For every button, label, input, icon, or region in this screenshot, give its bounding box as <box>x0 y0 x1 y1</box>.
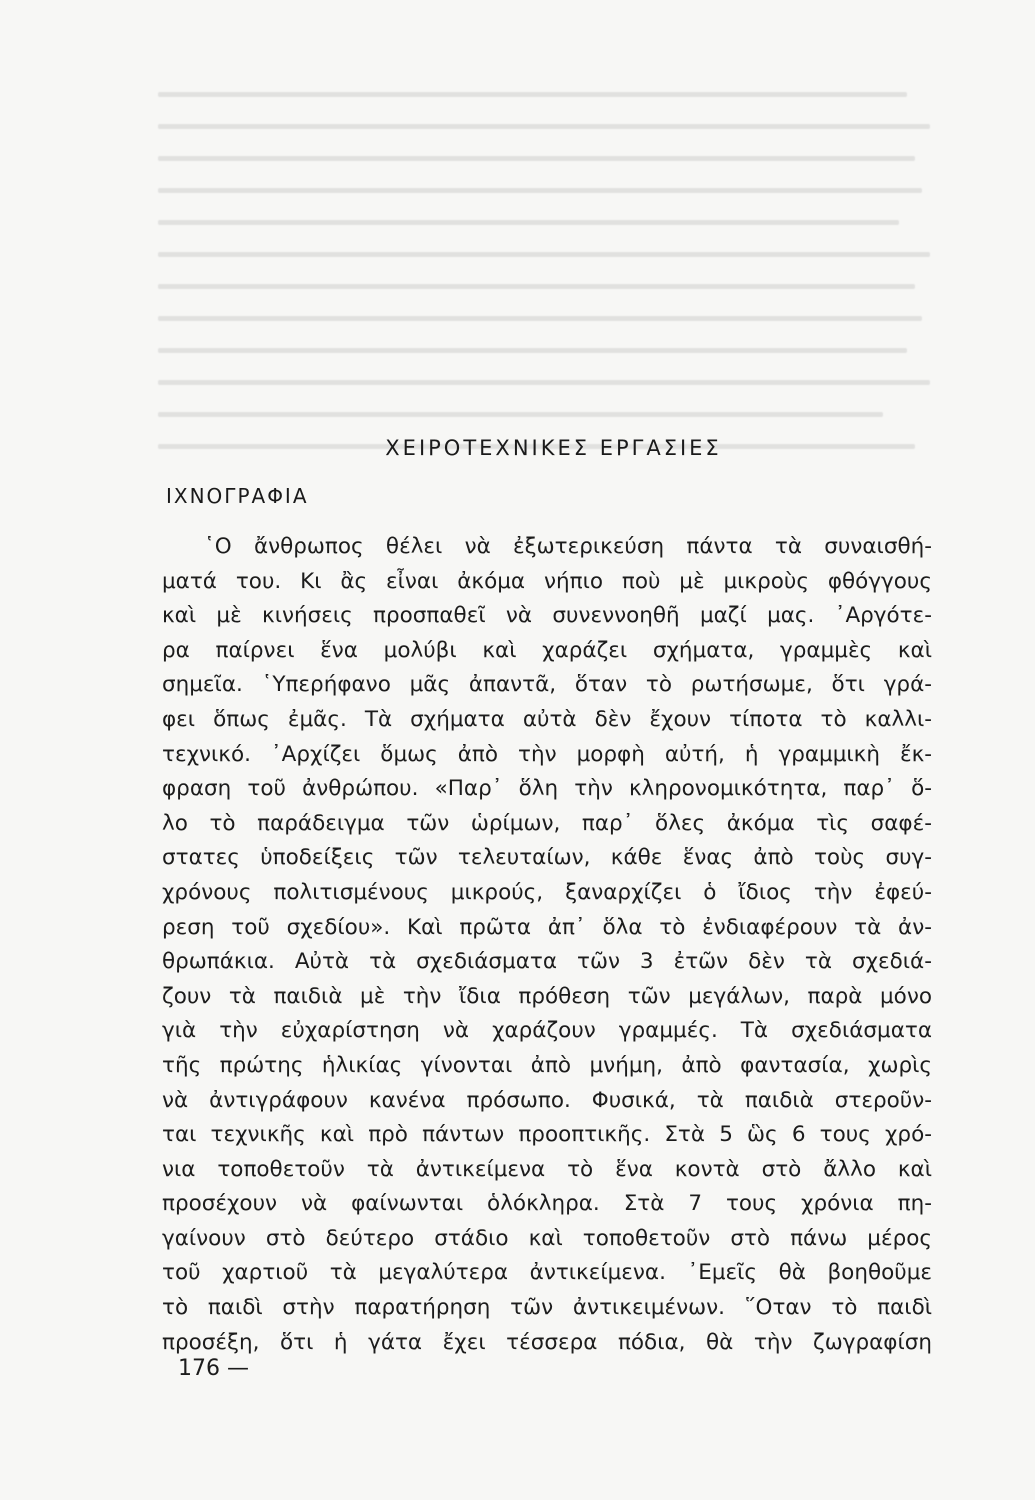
text-line: λο τὸ παράδειγμα τῶν ὡρίμων, παρ᾿ ὅλες ἀκόμα τὶς σαφέ- <box>162 810 932 836</box>
text-line: γιὰ τὴν εὐχαρίστηση νὰ χαράζουν γραμμές. Τὰ σχεδιάσματα <box>162 1018 932 1044</box>
show-through-text <box>158 92 938 482</box>
text-line: καὶ μὲ κινήσεις προσπαθεῖ νὰ συνεννοηθῆ μαζί μας. ᾿Αργότε- <box>162 603 932 629</box>
text-line: νια τοποθετοῦν τὰ ἀντικείμενα τὸ ἕνα κοντὰ στὸ ἄλλο καὶ <box>162 1156 932 1182</box>
text-line: φραση τοῦ ἀνθρώπου. «Παρ᾿ ὅλη τὴν κληρονομικότητα, παρ᾿ ὅ- <box>162 776 932 802</box>
text-line: νὰ ἀντιγράφουν κανένα πρόσωπο. Φυσικά, τὰ παιδιὰ στεροῦν- <box>162 1087 932 1113</box>
text-line: γαίνουν στὸ δεύτερο στάδιο καὶ τοποθετοῦν στὸ πάνω μέρος <box>162 1225 932 1251</box>
text-line: σημεῖα. ῾Υπερήφανο μᾶς ἀπαντᾶ, ὅταν τὸ ρωτήσωμε, ὅτι γρά- <box>162 672 932 698</box>
section-subheading: ΙΧΝΟΓΡΑΦΙΑ <box>166 484 309 508</box>
text-line: ται τεχνικῆς καὶ πρὸ πάντων προοπτικῆς. Στὰ 5 ὣς 6 τους χρό- <box>162 1122 932 1148</box>
text-line: ζουν τὰ παιδιὰ μὲ τὴν ἴδια πρόθεση τῶν μεγάλων, παρὰ μόνο <box>162 983 932 1009</box>
text-line: τὸ παιδὶ στὴν παρατήρηση τῶν ἀντικειμένων. ῞Οταν τὸ παιδὶ <box>162 1295 932 1321</box>
text-line: ρεση τοῦ σχεδίου». Καὶ πρῶτα ἀπ᾿ ὅλα τὸ ἐνδιαφέρουν τὰ ἀν- <box>162 914 932 940</box>
text-line: χρόνους πολιτισμένους μικρούς, ξαναρχίζει ὁ ἴδιος τὴν ἐφεύ- <box>162 879 932 905</box>
text-line: θρωπάκια. Αὐτὰ τὰ σχεδιάσματα τῶν 3 ἐτῶν δὲν τὰ σχεδιά- <box>162 949 932 975</box>
text-line: ρα παίρνει ἕνα μολύβι καὶ χαράζει σχήματα, γραμμὲς καὶ <box>162 637 932 663</box>
text-line: στατες ὑποδείξεις τῶν τελευταίων, κάθε ἕνας ἀπὸ τοὺς συγ- <box>162 845 932 871</box>
body-text <box>162 530 932 1360</box>
text-line: τοῦ χαρτιοῦ τὰ μεγαλύτερα ἀντικείμενα. ᾿Εμεῖς θὰ βοηθοῦμε <box>162 1260 932 1286</box>
text-line: τεχνικό. ᾿Αρχίζει ὅμως ἀπὸ τὴν μορφὴ αὐτή, ἡ γραμμικὴ ἔκ- <box>162 741 932 767</box>
text-line: τῆς πρώτης ἡλικίας γίνονται ἀπὸ μνήμη, ἀπὸ φαντασία, χωρὶς <box>162 1052 932 1078</box>
page-number: 176 — <box>178 1356 249 1381</box>
text-line: ῾Ο ἄνθρωπος θέλει νὰ ἐξωτερικεύση πάντα τὰ συναισθή- <box>204 534 932 559</box>
text-line: προσέξη, ὅτι ἡ γάτα ἔχει τέσσερα πόδια, θὰ τὴν ζωγραφίση <box>162 1329 932 1355</box>
text-line: προσέχουν νὰ φαίνωνται ὁλόκληρα. Στὰ 7 τους χρόνια πη- <box>162 1191 932 1217</box>
chapter-heading: ΧΕΙΡΟΤΕΧΝΙΚΕΣ ΕΡΓΑΣΙΕΣ <box>385 436 722 460</box>
text-line: φει ὅπως ἐμᾶς. Τὰ σχήματα αὐτὰ δὲν ἔχουν τίποτα τὸ καλλι- <box>162 706 932 732</box>
text-line: ματά του. Κι ἂς εἶναι ἀκόμα νήπιο ποὺ μὲ μικροὺς φθόγγους <box>162 568 932 594</box>
